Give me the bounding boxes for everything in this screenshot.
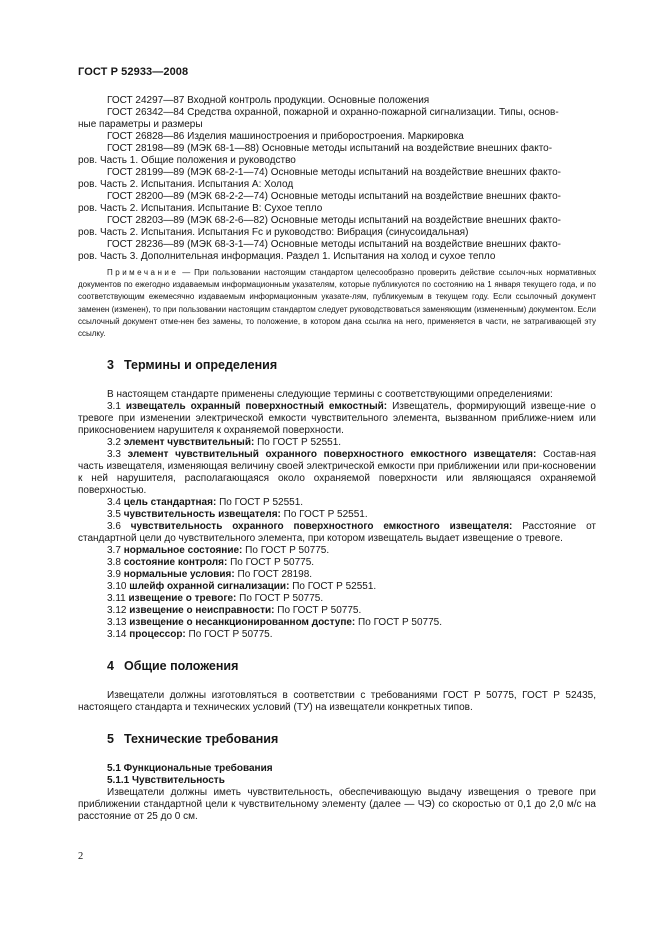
term-name: извещение о неисправности:: [129, 605, 275, 617]
reference-title-continuation: ров. Часть 3. Дополнительная информация. Раздел 1. Испытания на холод и сухое тепло: [78, 251, 496, 262]
term-name: процессор:: [129, 629, 186, 641]
term-number: 3.1: [107, 401, 121, 413]
term-name: чувствительность извещателя:: [123, 509, 281, 521]
term-definition: [78, 629, 596, 641]
term-text: По ГОСТ Р 52551.: [292, 581, 377, 593]
term-number: 3.7: [107, 545, 121, 557]
term-name: нормальное состояние:: [123, 545, 243, 557]
section-5-heading: [107, 733, 596, 745]
reference-code: ГОСТ 26342—84: [107, 107, 185, 118]
reference-code: ГОСТ 28200—89 (МЭК 68-2-2—74): [107, 191, 268, 202]
reference-code: ГОСТ 26828—86: [107, 131, 185, 142]
reference-code: ГОСТ 28198—89 (МЭК 68-1—88): [107, 143, 260, 154]
document-body: [78, 95, 596, 823]
reference-item: [78, 131, 596, 143]
term-text: По ГОСТ Р 50775.: [188, 629, 273, 641]
term-number: 3.3: [107, 449, 121, 461]
reference-title-continuation: ров. Часть 2. Испытания. Испытания Fc и руководство: Вибрация (синусоидальная): [78, 227, 469, 238]
section-4-title: Общие положения: [124, 659, 239, 674]
term-number: 3.9: [107, 569, 121, 581]
term-number: 3.6: [107, 521, 121, 533]
term-number: 3.13: [107, 617, 127, 629]
term-definition: [78, 509, 596, 521]
reference-title-continuation: ров. Часть 2. Испытания. Испытание В: Сухое тепло: [78, 203, 323, 214]
reference-title-continuation: ров. Часть 2. Испытания. Испытания А: Холод: [78, 179, 294, 190]
note-paragraph: [78, 267, 596, 340]
term-name: элемент чувствительный охранного поверхностного емкостного извещателя:: [127, 449, 537, 461]
term-number: 3.5: [107, 509, 121, 521]
reference-code: ГОСТ 28203—89 (МЭК 68-2-6—82): [107, 215, 268, 226]
subsection-5-1-1: 5.1.1 Чувствительность: [107, 775, 225, 787]
reference-title-continuation: ров. Часть 1. Общие положения и руководство: [78, 155, 296, 166]
term-number: 3.2: [107, 437, 121, 449]
section-4-heading: [107, 660, 596, 672]
reference-title: Основные методы испытаний на воздействие внешних факто-: [270, 191, 561, 202]
reference-item: [78, 143, 596, 155]
term-definition: [78, 437, 596, 449]
reference-title: Средства охранной, пожарной и охранно-пожарной сигнализации. Типы, основ-: [187, 107, 559, 118]
reference-title: Основные методы испытаний на воздействие внешних факто-: [270, 239, 561, 250]
term-text: По ГОСТ Р 50775.: [245, 545, 330, 557]
term-definition: [78, 605, 596, 617]
term-text: По ГОСТ 28198.: [237, 569, 313, 581]
term-definition: [78, 569, 596, 581]
term-name: цель стандартная:: [123, 497, 217, 509]
term-text: По ГОСТ Р 50775.: [277, 605, 362, 617]
term-number: 3.10: [107, 581, 127, 593]
section-3-intro: В настоящем стандарте применены следующие термины с соответствующими определениями:: [107, 389, 553, 401]
term-name: элемент чувствительный:: [123, 437, 255, 449]
term-text: По ГОСТ Р 50775.: [230, 557, 315, 569]
term-text: По ГОСТ Р 52551.: [283, 509, 368, 521]
term-name: извещение о тревоге:: [128, 593, 237, 605]
reference-code: ГОСТ 28236—89 (МЭК 68-3-1—74): [107, 239, 268, 250]
term-text: Извещатель, формирующий извеще-ние о тревоге при изменении электрической емкости чувствительного элемента, вызванном приближе-нием или прикосновением нарушителя к охраняемой поверхности.: [78, 401, 596, 437]
section-4-number: 4: [107, 659, 114, 674]
section-4-text: Извещатели должны изготовляться в соответствии с требованиями ГОСТ Р 50775, ГОСТ Р 52435, настоящего стандарта и технических условий (ТУ) на извещатели конкретных типов.: [78, 690, 596, 714]
term-text: По ГОСТ Р 50775.: [239, 593, 324, 605]
term-definition: [78, 401, 596, 437]
reference-title: Основные методы испытаний на воздействие внешних факто-: [270, 167, 561, 178]
reference-item: [78, 95, 596, 107]
term-text: Расстояние от стандартной цели до чувствительного элемента, при котором извещатель выдает извещение о тревоге.: [78, 521, 596, 545]
reference-title: Изделия машиностроения и приборостроения. Маркировка: [187, 131, 464, 142]
reference-title-continuation: ные параметры и размеры: [78, 119, 203, 130]
term-name: извещение о несанкционированном доступе:: [129, 617, 356, 629]
term-name: чувствительность охранного поверхностного емкостного извещателя:: [130, 521, 513, 533]
reference-item: [78, 239, 596, 251]
term-definition: [78, 593, 596, 605]
reference-item: [78, 215, 596, 227]
reference-item: [78, 191, 596, 203]
reference-title: Основные методы испытаний на воздействие внешних факто-: [261, 143, 553, 154]
reference-title: Входной контроль продукции. Основные положения: [187, 95, 430, 106]
reference-item: [78, 167, 596, 179]
term-number: 3.12: [107, 605, 127, 617]
term-name: состояние контроля:: [123, 557, 228, 569]
term-number: 3.8: [107, 557, 121, 569]
term-definition: [78, 497, 596, 509]
section-3-title: Термины и определения: [124, 358, 278, 373]
term-name: нормальные условия:: [123, 569, 235, 581]
term-number: 3.11: [107, 593, 126, 605]
reference-item: [78, 107, 596, 119]
term-number: 3.14: [107, 629, 127, 641]
term-definition: [78, 449, 596, 497]
note-label: Примечание: [107, 268, 179, 277]
term-text: По ГОСТ Р 50775.: [358, 617, 443, 629]
reference-title: Основные методы испытаний на воздействие внешних факто-: [270, 215, 561, 226]
note-text: — При пользовании настоящим стандартом целесообразно проверить действие ссылоч-ных нормативных документов по ежегодно издаваемым информационным указателям, которые публикуются по состоянию на 1 января текущего года, и по соответствующим ежемесячно издаваемым информационным указате-лям, публикуемым в текущем году. Если ссылочный документ заменен (изменен), то при пользовании настоящим стандартом следует руководствоваться заменяющим (измененным) документом. Если ссылочный документ отме-нен без замены, то положение, в котором дана ссылка на него, применяется в части, не затрагивающей эту ссылку.: [78, 268, 596, 339]
reference-code: ГОСТ 28199—89 (МЭК 68-2-1—74): [107, 167, 268, 178]
section-5-number: 5: [107, 732, 114, 747]
subsection-5-1-1-text: Извещатели должны иметь чувствительность, обеспечивающую выдачу извещения о тревоге при приближении стандартной цели к чувствительному элементу (далее — ЧЭ) со скоростью от 0,1 до 2,0 м/с на расстояние от 25 до 0 см.: [78, 787, 596, 823]
term-text: Состав-ная часть извещателя, изменяющая величину своей электрической емкости при приближении или при-косновении к ней нарушителя, располагающаяся около охраняемой поверхности или являющаяся охраняемой поверхностью.: [78, 449, 596, 497]
term-definition: [78, 557, 596, 569]
term-name: шлейф охранной сигнализации:: [129, 581, 290, 593]
section-3-heading: [107, 359, 596, 371]
term-name: извещатель охранный поверхностный емкостный:: [125, 401, 388, 413]
section-5-title: Технические требования: [124, 732, 279, 747]
term-definition: [78, 617, 596, 629]
page-header: ГОСТ Р 52933—2008: [78, 66, 189, 78]
page-number: 2: [78, 851, 84, 862]
term-text: По ГОСТ Р 52551.: [257, 437, 342, 449]
terms-list: [78, 401, 596, 641]
term-definition: [78, 581, 596, 593]
references-list: [78, 95, 596, 263]
term-definition: [78, 521, 596, 545]
term-text: По ГОСТ Р 52551.: [219, 497, 304, 509]
term-definition: [78, 545, 596, 557]
section-3-number: 3: [107, 358, 114, 373]
reference-code: ГОСТ 24297—87: [107, 95, 185, 106]
subsection-5-1: 5.1 Функциональные требования: [107, 763, 273, 775]
term-number: 3.4: [107, 497, 121, 509]
